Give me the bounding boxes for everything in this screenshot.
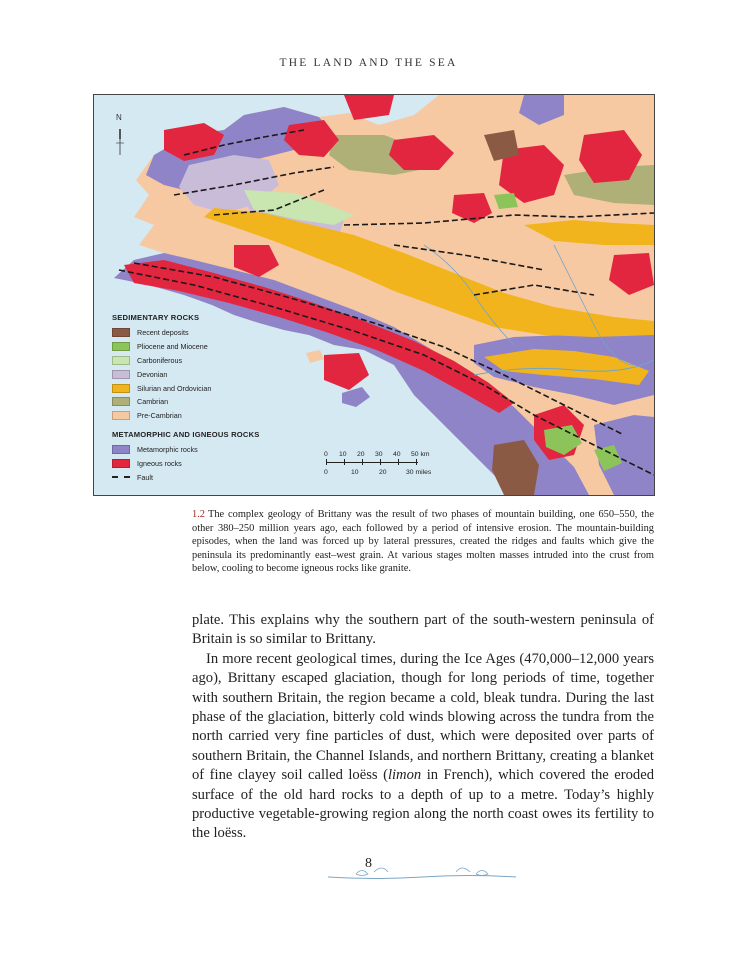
legend-label: Pre-Cambrian (137, 411, 182, 421)
legend-swatch (112, 328, 130, 337)
paragraph: plate. This explains why the southern part of the south-western peninsula of Britain is so similar to Brittany. (192, 612, 654, 648)
scale-tick (398, 459, 399, 465)
page-ornament (326, 862, 518, 882)
geology-map (93, 94, 655, 496)
legend-swatch (112, 411, 130, 420)
scale-km-label: 30 (375, 451, 383, 458)
legend-label: Metamorphic rocks (137, 444, 198, 454)
scale-tick (416, 459, 417, 465)
caption-text: The complex geology of Brittany was the result of two phases of mountain building, one 650–550, the other 380–250 million years ago, each followed by a period of intensive erosion. The mountain-building episodes, when the land was forced up by lateral pressures, created the ridges and faults which give the peninsula its predominantly east–west grain. At various stages molten masses intruded into the crust from below, cooling to become igneous rocks like granite. (192, 509, 654, 575)
legend-swatch (112, 356, 130, 365)
legend-label: Silurian and Ordovician (137, 383, 212, 393)
legend-label: Fault (137, 472, 153, 482)
scale-tick (326, 459, 327, 465)
legend-label: Igneous rocks (137, 458, 182, 468)
legend-item-recent-deposits (112, 326, 312, 340)
legend-item-silurian-ordovician (112, 381, 312, 395)
scale-mile-label: 20 (379, 469, 387, 476)
body-text (192, 611, 654, 844)
paragraph-text: In more recent geological times, during the Ice Ages (470,000–12,000 years ago), Brittany escaped glaciation, though for long periods of time, together with southern Britain, the region became a cold, bleak tundra. During the last phase of the glaciation, bitterly cold winds blowing across the tundra from the north carried very fine particles of dust, which were deposited over parts of southern Britain, the Channel Islands, and northern Brittany, creating a blanket of fine clayey soil called loëss ( (192, 650, 654, 784)
paragraph-text: in French), which covered the eroded surface of the old hard rocks to a depth of up to a metre. Today’s highly productive vegetable-growing region along the north coast owes its fertility to the loëss. (192, 767, 654, 842)
scale-km-label: 10 (339, 451, 347, 458)
scale-mile-label: 10 (351, 469, 359, 476)
page-number: 8 (365, 856, 372, 871)
legend-item-fault (112, 470, 312, 484)
legend-label: Pliocene and Miocene (137, 342, 208, 352)
scale-bar (324, 451, 444, 481)
legend-label: Cambrian (137, 397, 169, 407)
legend-swatch (112, 384, 130, 393)
italic-term: limon (387, 767, 422, 784)
scale-tick (380, 459, 381, 465)
scale-line (326, 462, 418, 463)
running-head: THE LAND AND THE SEA (279, 57, 458, 69)
legend-swatch (112, 397, 130, 406)
paragraph (192, 650, 654, 844)
fault-line-icon (112, 476, 130, 478)
legend-item-pliocene-miocene (112, 340, 312, 354)
legend-heading-sedimentary: SEDIMENTARY ROCKS (112, 313, 200, 322)
legend-item-devonian (112, 367, 312, 381)
legend-heading-igneous: METAMORPHIC AND IGNEOUS ROCKS (112, 429, 260, 439)
scale-tick (344, 459, 345, 465)
north-label: N (116, 113, 122, 122)
legend-label: Recent deposits (137, 328, 189, 338)
legend-label: Carboniferous (137, 355, 183, 365)
scale-tick (362, 459, 363, 465)
scale-mile-label: 0 (324, 469, 328, 476)
scale-km-label: 0 (324, 451, 328, 458)
legend-item-cambrian (112, 395, 312, 409)
legend-item-metamorphic (112, 443, 312, 457)
legend-item-igneous (112, 456, 312, 470)
legend-swatch (112, 342, 130, 351)
legend-item-pre-cambrian (112, 409, 312, 423)
scale-km-label: 40 (393, 451, 401, 458)
legend-swatch (112, 459, 130, 468)
legend-swatch (112, 370, 130, 379)
figure-number: 1.2 (192, 509, 205, 520)
figure-caption (192, 508, 654, 576)
scale-km-label: 50 km (411, 451, 430, 458)
legend-swatch (112, 445, 130, 454)
scale-mile-label: 30 miles (406, 469, 432, 476)
legend-label: Devonian (137, 369, 168, 379)
map-legend (112, 313, 312, 484)
scale-km-label: 20 (357, 451, 365, 458)
legend-item-carboniferous (112, 354, 312, 368)
